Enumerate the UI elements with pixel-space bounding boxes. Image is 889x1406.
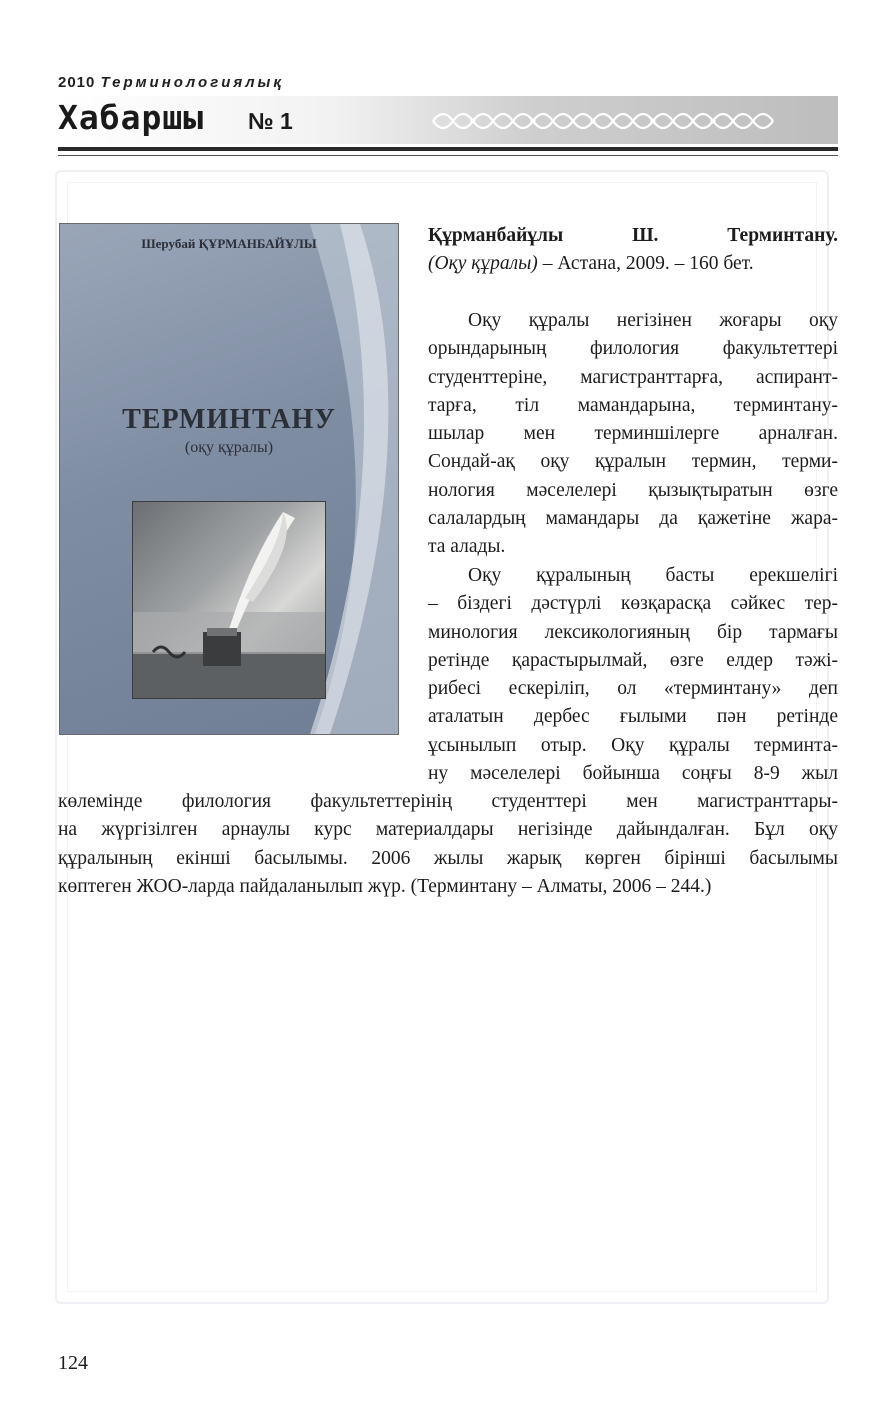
p2-line: – біздегі дәстүрлі көзқарасқа сәйкес тер- <box>428 593 838 615</box>
citation-publication: – Астана, 2009. – 160 бет. <box>537 253 754 275</box>
review-paragraph-2-column <box>428 562 838 788</box>
p1-line: студенттеріне, магистранттарға, аспирант- <box>428 366 838 388</box>
cover-subtitle: (оқу құралы) <box>184 439 274 456</box>
header-rule-thick <box>58 147 838 151</box>
cover-photo-quill-inkwell <box>132 501 326 699</box>
header-journal-word2: Хабаршы <box>58 98 205 137</box>
book-cover-image <box>59 223 399 735</box>
p2-wide-line: көптеген ЖОО-ларда пайдаланылып жүр. (Терминтану – Алматы, 2006 – 244.) <box>58 875 712 897</box>
cover-title: ТЕРМИНТАНУ <box>122 404 336 435</box>
p1-line: тарға, тіл мамандарына, терминтану- <box>428 394 838 416</box>
p1-line: нология мәселелері қызықтыратын өзге <box>428 479 838 501</box>
p2-line: аталатын дербес ғылыми пән ретінде <box>428 706 838 728</box>
citation-line2 <box>428 250 838 278</box>
header-rule-thin <box>58 155 838 156</box>
review-citation <box>428 222 838 279</box>
p1-line: Сондай-ақ оқу құралын термин, терми- <box>428 451 838 473</box>
review-paragraph-1 <box>428 307 838 562</box>
page-number: 124 <box>58 1352 88 1374</box>
p2-wide-line: на жүргізілген арнаулы курс материалдары негізінде дайындалған. Бұл оқу <box>58 819 838 841</box>
p2-line: Оқу құралының басты ерекшелігі <box>468 565 838 586</box>
header-issue: № 1 <box>248 108 293 134</box>
p2-wide-line: құралының екінші басылымы. 2006 жылы жарық көрген бірінші басылымы <box>58 847 838 869</box>
p1-line: шылар мен терминшілерге арналған. <box>428 423 838 445</box>
p2-line: минология лексикологияның бір тармағы <box>428 621 838 643</box>
review-paragraph-2-wide <box>58 788 838 901</box>
p2-line: ну мәселелері бойынша соңғы 8-9 жыл <box>428 763 838 785</box>
p1-line: Оқу құралы негізінен жоғары оқу <box>468 310 838 331</box>
p2-line: рибесі ескеріліп, ол «терминтану» деп <box>428 678 838 700</box>
p1-line: та алады. <box>428 536 506 558</box>
cover-author: Шерубай ҚҰРМАНБАЙҰЛЫ <box>141 236 317 251</box>
header-journal-word1: Терминологиялық <box>100 74 284 91</box>
header-year: 2010 <box>58 74 96 91</box>
citation-book-type: (Оқу құралы) <box>428 253 538 275</box>
citation-line1: Құрманбайұлы Ш. Терминтану. <box>428 225 838 246</box>
p2-line: ретінде қарастырылмай, өзге елдер тәжі- <box>428 649 838 671</box>
p2-line: ұсынылып отыр. Оқу құралы терминта- <box>428 734 838 756</box>
quill-inkwell-icon <box>133 502 325 698</box>
header-ornament-icon <box>428 101 788 141</box>
p1-line: салалардың мамандары да қажетіне жара- <box>428 508 838 530</box>
p2-wide-line: көлемінде филология факультеттерінің студенттері мен магистранттары- <box>58 791 838 812</box>
header-year-line <box>58 74 284 91</box>
p1-line: орындарының филология факультеттері <box>428 338 838 360</box>
